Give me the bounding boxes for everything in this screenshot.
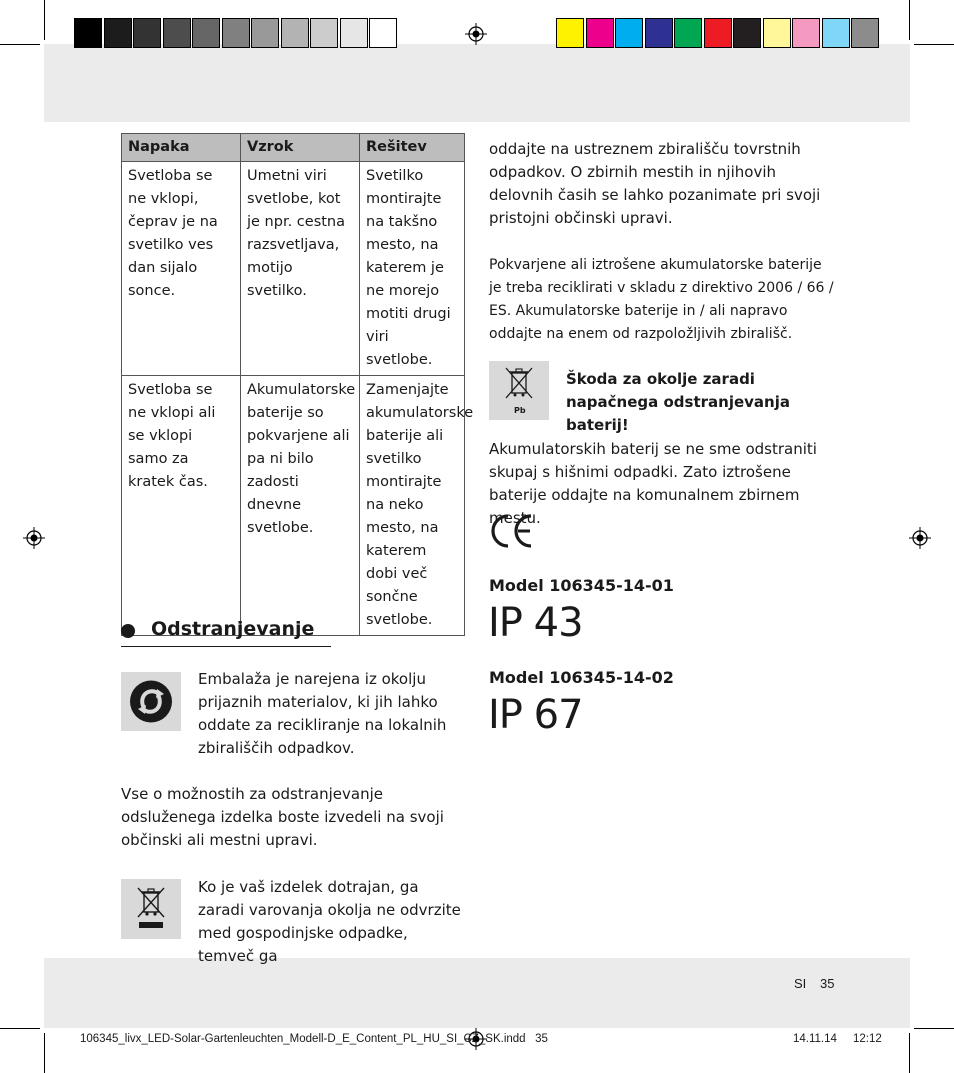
print-time: 12:12 xyxy=(853,1033,882,1045)
recycling-icon-box xyxy=(121,672,181,731)
color-swatch xyxy=(222,18,250,48)
battery-recycling-text: Pokvarjene ali iztrošene akumulatorske baterije je treba reciklirati v skladu z direktivo 2006 / 66 / ES. Akumulatorske baterije in / ali napravo oddajte na enem od razpoložljivih zbirališč. xyxy=(489,257,834,342)
crop-mark xyxy=(0,44,40,45)
color-swatch xyxy=(281,18,309,48)
crop-mark xyxy=(44,1033,45,1073)
crop-mark xyxy=(914,44,954,45)
table-row xyxy=(122,376,465,636)
table-cell: Umetni viri svetlobe, kot je npr. cestna razsvetljava, motijo svetilko. xyxy=(241,162,360,376)
color-swatch xyxy=(310,18,338,48)
troubleshooting-table xyxy=(121,133,474,636)
color-swatch xyxy=(556,18,584,48)
table-row xyxy=(122,162,465,376)
crossed-bin-icon xyxy=(121,879,181,939)
table-cell: Svetloba se ne vklopi ali se vklopi samo za kratek čas. xyxy=(122,376,241,636)
ce-mark-icon xyxy=(488,512,536,550)
crop-mark xyxy=(909,0,910,40)
model-number: Model 106345-14-01 xyxy=(489,576,674,595)
crop-mark xyxy=(909,1033,910,1073)
device-disposal-text: Ko je vaš izdelek dotrajan, ga zaradi varovanja okolja ne odvrzite med gospodinjske odpadke, temveč ga xyxy=(198,878,461,965)
model-number: Model 106345-14-02 xyxy=(489,668,674,687)
color-swatch xyxy=(586,18,614,48)
column-header-fault: Napaka xyxy=(122,134,241,162)
color-swatch xyxy=(851,18,879,48)
header-band xyxy=(44,44,910,122)
print-date: 14.11.14 xyxy=(793,1033,837,1045)
ip-rating: IP 43 xyxy=(488,600,583,646)
bullet-icon xyxy=(121,624,135,638)
household-battery-text: Akumulatorskih baterij se ne sme odstraniti skupaj s hišnimi odpadki. Zato iztrošene baterije oddajte na komunalnem zbirnem mestu. xyxy=(489,440,817,527)
color-swatch xyxy=(163,18,191,48)
registration-mark-icon xyxy=(23,527,45,549)
footer-band xyxy=(44,958,910,1028)
registration-mark-icon xyxy=(465,23,487,45)
table-header-row xyxy=(122,134,465,162)
color-swatch xyxy=(192,18,220,48)
column-header-solution: Rešitev xyxy=(360,134,465,162)
table-cell: Svetilko montirajte na takšno mesto, na katerem je ne morejo motiti drugi viri svetlobe. xyxy=(360,162,465,376)
green-dot-recycling-icon xyxy=(121,672,181,731)
color-swatch xyxy=(704,18,732,48)
color-swatch xyxy=(369,18,397,48)
crop-mark xyxy=(44,0,45,40)
color-swatch xyxy=(340,18,368,48)
ip-rating: IP 67 xyxy=(488,692,583,738)
color-swatch xyxy=(674,18,702,48)
registration-mark-icon xyxy=(909,527,931,549)
color-swatch xyxy=(615,18,643,48)
table-cell: Svetloba se ne vklopi, čeprav je na svetilko ves dan sijalo sonce. xyxy=(122,162,241,376)
battery-warning: Škoda za okolje zaradi napačnega odstranjevanja baterij! xyxy=(566,370,790,434)
file-name: 106345_livx_LED-Solar-Gartenleuchten_Modell-D_E_Content_PL_HU_SI_CZ_SK.indd 35 xyxy=(80,1033,548,1045)
disposal-options-text: Vse o možnostih za odstranjevanje odsluženega izdelka boste izvedeli na svoji občinski ali mestni upravi. xyxy=(121,785,444,849)
packaging-text: Embalaža je narejena iz okolju prijaznih materialov, ki jih lahko oddate za recikliranje na lokalnih zbirališčih odpadkov. xyxy=(198,670,447,757)
crop-mark xyxy=(0,1028,40,1029)
color-swatch xyxy=(733,18,761,48)
color-swatch xyxy=(763,18,791,48)
color-swatch xyxy=(792,18,820,48)
collection-points-text: oddajte na ustreznem zbirališču tovrstnih odpadkov. O zbirnih mestih in njihovih delovnih časih se lahko pozanimate pri svoji pristojni občinski upravi. xyxy=(489,140,821,227)
heading-underline xyxy=(121,646,331,647)
color-swatch xyxy=(133,18,161,48)
pb-label: Pb xyxy=(514,406,526,415)
language-code: SI xyxy=(794,976,807,991)
page-number: 35 xyxy=(820,976,835,991)
battery-icon-box xyxy=(489,361,549,420)
crop-mark xyxy=(914,1028,954,1029)
table-cell: Zamenjajte akumulatorske baterije ali svetilko montirajte na neko mesto, na katerem dobi več sončne svetlobe. xyxy=(360,376,465,636)
weee-icon-box xyxy=(121,879,181,939)
section-heading: Odstranjevanje xyxy=(151,618,315,640)
color-swatch xyxy=(822,18,850,48)
color-swatch xyxy=(251,18,279,48)
color-swatch xyxy=(74,18,102,48)
column-header-cause: Vzrok xyxy=(241,134,360,162)
table-cell: Akumulatorske baterije so pokvarjene ali pa ni bilo zadosti dnevne svetlobe. xyxy=(241,376,360,636)
color-swatch xyxy=(104,18,132,48)
color-swatch xyxy=(645,18,673,48)
